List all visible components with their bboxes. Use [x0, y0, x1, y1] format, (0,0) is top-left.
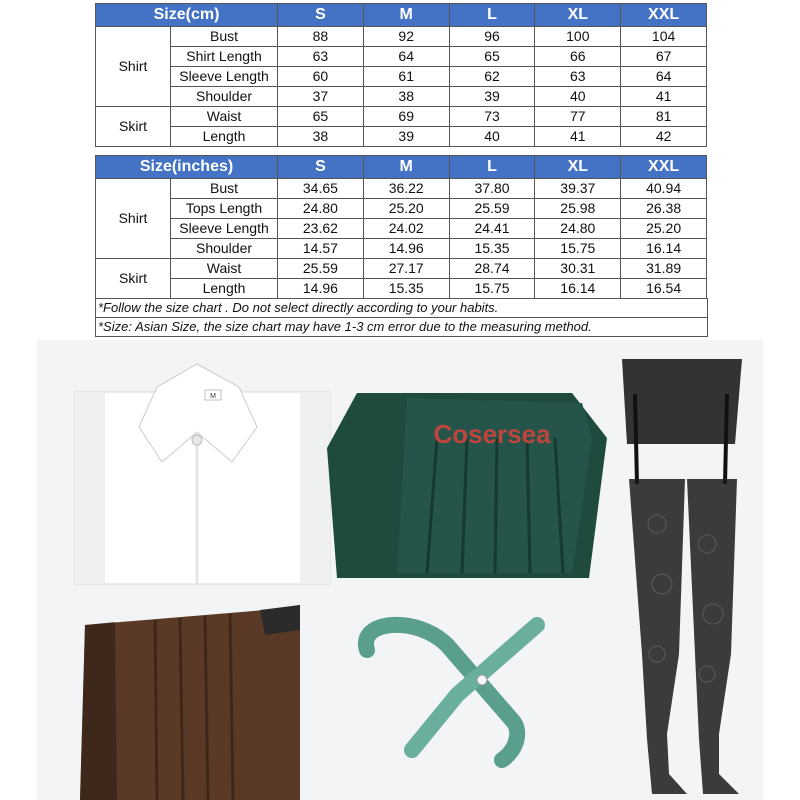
measurement-value: 37.80 — [449, 179, 535, 199]
measurement-label: Length — [171, 127, 278, 147]
table-row — [96, 27, 707, 47]
measurement-label: Sleeve Length — [171, 67, 278, 87]
measurement-value: 14.57 — [278, 239, 364, 259]
inch-table-size-header: L — [449, 156, 535, 179]
measurement-value: 41 — [535, 127, 621, 147]
measurement-value: 36.22 — [363, 179, 449, 199]
measurement-value: 96 — [449, 27, 535, 47]
garment-group-cell: Skirt — [96, 107, 171, 147]
measurement-value: 38 — [363, 87, 449, 107]
measurement-value: 16.14 — [621, 239, 707, 259]
measurement-value: 28.74 — [449, 259, 535, 279]
watermark-text: Cosersea — [433, 419, 551, 449]
inch-table-title-cell: Size(inches) — [96, 156, 278, 179]
note-asian-size: *Size: Asian Size, the size chart may have 1-3 cm error due to the measuring method. — [95, 317, 708, 337]
measurement-value: 64 — [621, 67, 707, 87]
measurement-label: Waist — [171, 259, 278, 279]
table-row — [96, 127, 707, 147]
inch-table-size-header: XL — [535, 156, 621, 179]
measurement-label: Shirt Length — [171, 47, 278, 67]
measurement-value: 25.59 — [278, 259, 364, 279]
measurement-value: 39 — [363, 127, 449, 147]
measurement-value: 26.38 — [621, 199, 707, 219]
measurement-value: 73 — [449, 107, 535, 127]
measurement-value: 14.96 — [363, 239, 449, 259]
product-photo — [37, 340, 763, 800]
table-row — [96, 199, 707, 219]
measurement-value: 67 — [621, 47, 707, 67]
cm-table-size-header: L — [449, 4, 535, 27]
measurement-label: Bust — [171, 27, 278, 47]
size-tag-text: M — [210, 393, 216, 400]
measurement-value: 31.89 — [621, 259, 707, 279]
measurement-label: Sleeve Length — [171, 219, 278, 239]
measurement-value: 16.54 — [621, 279, 707, 299]
measurement-value: 24.41 — [449, 219, 535, 239]
brown-leather-corset-icon — [75, 590, 315, 800]
garment-group-cell: Skirt — [96, 259, 171, 299]
measurement-value: 62 — [449, 67, 535, 87]
measurement-value: 88 — [278, 27, 364, 47]
table-row — [96, 107, 707, 127]
table-row — [96, 279, 707, 299]
cm-table-title-cell: Size(cm) — [96, 4, 278, 27]
cm-table-size-header: XXL — [621, 4, 707, 27]
inch-table-size-header: M — [363, 156, 449, 179]
measurement-value: 100 — [535, 27, 621, 47]
measurement-value: 63 — [278, 47, 364, 67]
size-table-cm — [95, 3, 707, 147]
measurement-value: 65 — [278, 107, 364, 127]
cm-table-size-header: S — [278, 4, 364, 27]
measurement-value: 40 — [535, 87, 621, 107]
measurement-value: 25.20 — [621, 219, 707, 239]
measurement-value: 61 — [363, 67, 449, 87]
inch-table-size-header: XXL — [621, 156, 707, 179]
measurement-value: 40.94 — [621, 179, 707, 199]
measurement-value: 23.62 — [278, 219, 364, 239]
measurement-value: 69 — [363, 107, 449, 127]
measurement-value: 24.80 — [535, 219, 621, 239]
measurement-value: 104 — [621, 27, 707, 47]
measurement-value: 65 — [449, 47, 535, 67]
measurement-value: 92 — [363, 27, 449, 47]
measurement-label: Waist — [171, 107, 278, 127]
garter-stockings-icon — [607, 354, 757, 800]
table-row — [96, 67, 707, 87]
white-shirt-icon — [67, 352, 337, 587]
measurement-value: 37 — [278, 87, 364, 107]
cm-table-header-row — [96, 4, 707, 27]
measurement-value: 40 — [449, 127, 535, 147]
measurement-value: 63 — [535, 67, 621, 87]
measurement-value: 38 — [278, 127, 364, 147]
measurement-value: 30.31 — [535, 259, 621, 279]
measurement-value: 81 — [621, 107, 707, 127]
table-row — [96, 219, 707, 239]
measurement-value: 25.20 — [363, 199, 449, 219]
measurement-value: 42 — [621, 127, 707, 147]
measurement-value: 64 — [363, 47, 449, 67]
green-pleated-skirt-icon — [327, 378, 617, 583]
measurement-label: Length — [171, 279, 278, 299]
note-follow-size-chart: *Follow the size chart . Do not select directly according to your habits. — [95, 298, 708, 318]
measurement-value: 60 — [278, 67, 364, 87]
table-row — [96, 239, 707, 259]
measurement-value: 77 — [535, 107, 621, 127]
measurement-value: 15.35 — [363, 279, 449, 299]
measurement-value: 24.02 — [363, 219, 449, 239]
inch-table-header-row — [96, 156, 707, 179]
garment-group-cell: Shirt — [96, 179, 171, 259]
measurement-value: 15.75 — [449, 279, 535, 299]
measurement-value: 34.65 — [278, 179, 364, 199]
cm-table-size-header: XL — [535, 4, 621, 27]
measurement-value: 14.96 — [278, 279, 364, 299]
measurement-label: Bust — [171, 179, 278, 199]
size-table-inches — [95, 155, 707, 299]
measurement-label: Shoulder — [171, 239, 278, 259]
inch-table-size-header: S — [278, 156, 364, 179]
measurement-value: 24.80 — [278, 199, 364, 219]
measurement-label: Tops Length — [171, 199, 278, 219]
measurement-label: Shoulder — [171, 87, 278, 107]
teal-ribbon-bow-icon — [337, 610, 567, 770]
table-row — [96, 87, 707, 107]
measurement-value: 27.17 — [363, 259, 449, 279]
measurement-value: 16.14 — [535, 279, 621, 299]
measurement-value: 39 — [449, 87, 535, 107]
measurement-value: 66 — [535, 47, 621, 67]
table-row — [96, 47, 707, 67]
measurement-value: 15.75 — [535, 239, 621, 259]
measurement-value: 25.59 — [449, 199, 535, 219]
measurement-value: 15.35 — [449, 239, 535, 259]
garment-group-cell: Shirt — [96, 27, 171, 107]
measurement-value: 39.37 — [535, 179, 621, 199]
measurement-value: 25.98 — [535, 199, 621, 219]
table-row — [96, 179, 707, 199]
measurement-value: 41 — [621, 87, 707, 107]
table-row — [96, 259, 707, 279]
cm-table-size-header: M — [363, 4, 449, 27]
